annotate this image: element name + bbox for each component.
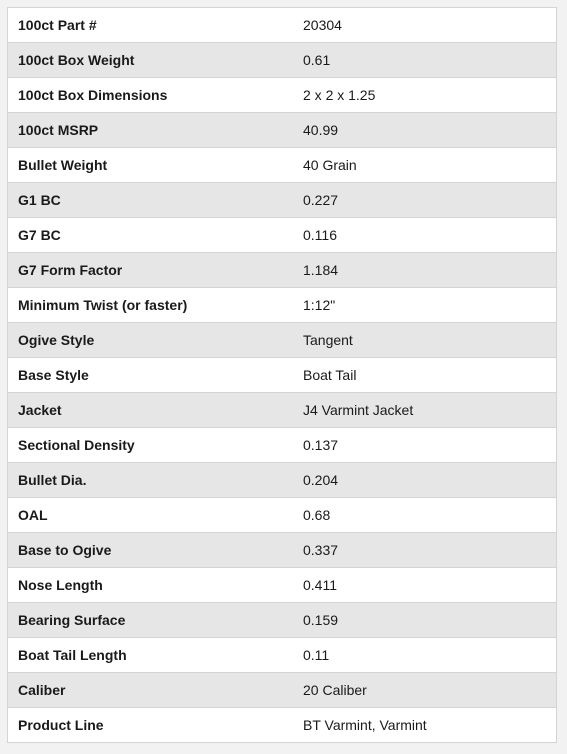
spec-label: 100ct MSRP [8, 113, 294, 148]
spec-value: 0.411 [293, 568, 557, 603]
spec-label: G7 Form Factor [8, 253, 294, 288]
spec-row [8, 183, 557, 218]
spec-value: 0.68 [293, 498, 557, 533]
specifications-table [7, 7, 557, 743]
spec-value: BT Varmint, Varmint [293, 708, 557, 743]
spec-value: 40.99 [293, 113, 557, 148]
spec-row [8, 8, 557, 43]
spec-value: Tangent [293, 323, 557, 358]
spec-row [8, 288, 557, 323]
specifications-body [8, 8, 557, 743]
spec-label: Product Line [8, 708, 294, 743]
spec-value: 0.204 [293, 463, 557, 498]
spec-row [8, 323, 557, 358]
spec-row [8, 218, 557, 253]
spec-label: Base to Ogive [8, 533, 294, 568]
spec-label: Base Style [8, 358, 294, 393]
spec-label: Bullet Dia. [8, 463, 294, 498]
spec-value: 1:12" [293, 288, 557, 323]
spec-value: J4 Varmint Jacket [293, 393, 557, 428]
spec-row [8, 253, 557, 288]
spec-value: Boat Tail [293, 358, 557, 393]
spec-value: 20 Caliber [293, 673, 557, 708]
spec-label: Boat Tail Length [8, 638, 294, 673]
spec-value: 1.184 [293, 253, 557, 288]
spec-value: 40 Grain [293, 148, 557, 183]
spec-label: G7 BC [8, 218, 294, 253]
spec-row [8, 43, 557, 78]
spec-row [8, 428, 557, 463]
spec-label: OAL [8, 498, 294, 533]
spec-label: 100ct Part # [8, 8, 294, 43]
spec-value: 0.159 [293, 603, 557, 638]
spec-label: Jacket [8, 393, 294, 428]
spec-value: 0.11 [293, 638, 557, 673]
spec-label: G1 BC [8, 183, 294, 218]
spec-row [8, 358, 557, 393]
spec-row [8, 568, 557, 603]
spec-value: 0.116 [293, 218, 557, 253]
spec-value: 0.227 [293, 183, 557, 218]
spec-label: Bearing Surface [8, 603, 294, 638]
spec-row [8, 533, 557, 568]
spec-row [8, 113, 557, 148]
spec-label: Bullet Weight [8, 148, 294, 183]
spec-row [8, 148, 557, 183]
spec-label: Minimum Twist (or faster) [8, 288, 294, 323]
spec-label: 100ct Box Weight [8, 43, 294, 78]
spec-row [8, 393, 557, 428]
spec-row [8, 638, 557, 673]
spec-label: 100ct Box Dimensions [8, 78, 294, 113]
spec-label: Nose Length [8, 568, 294, 603]
spec-value: 0.337 [293, 533, 557, 568]
spec-row [8, 603, 557, 638]
spec-label: Caliber [8, 673, 294, 708]
spec-label: Sectional Density [8, 428, 294, 463]
spec-value: 0.137 [293, 428, 557, 463]
spec-row [8, 673, 557, 708]
spec-row [8, 498, 557, 533]
spec-row [8, 463, 557, 498]
spec-row [8, 78, 557, 113]
spec-label: Ogive Style [8, 323, 294, 358]
spec-value: 20304 [293, 8, 557, 43]
spec-value: 2 x 2 x 1.25 [293, 78, 557, 113]
spec-value: 0.61 [293, 43, 557, 78]
spec-row [8, 708, 557, 743]
